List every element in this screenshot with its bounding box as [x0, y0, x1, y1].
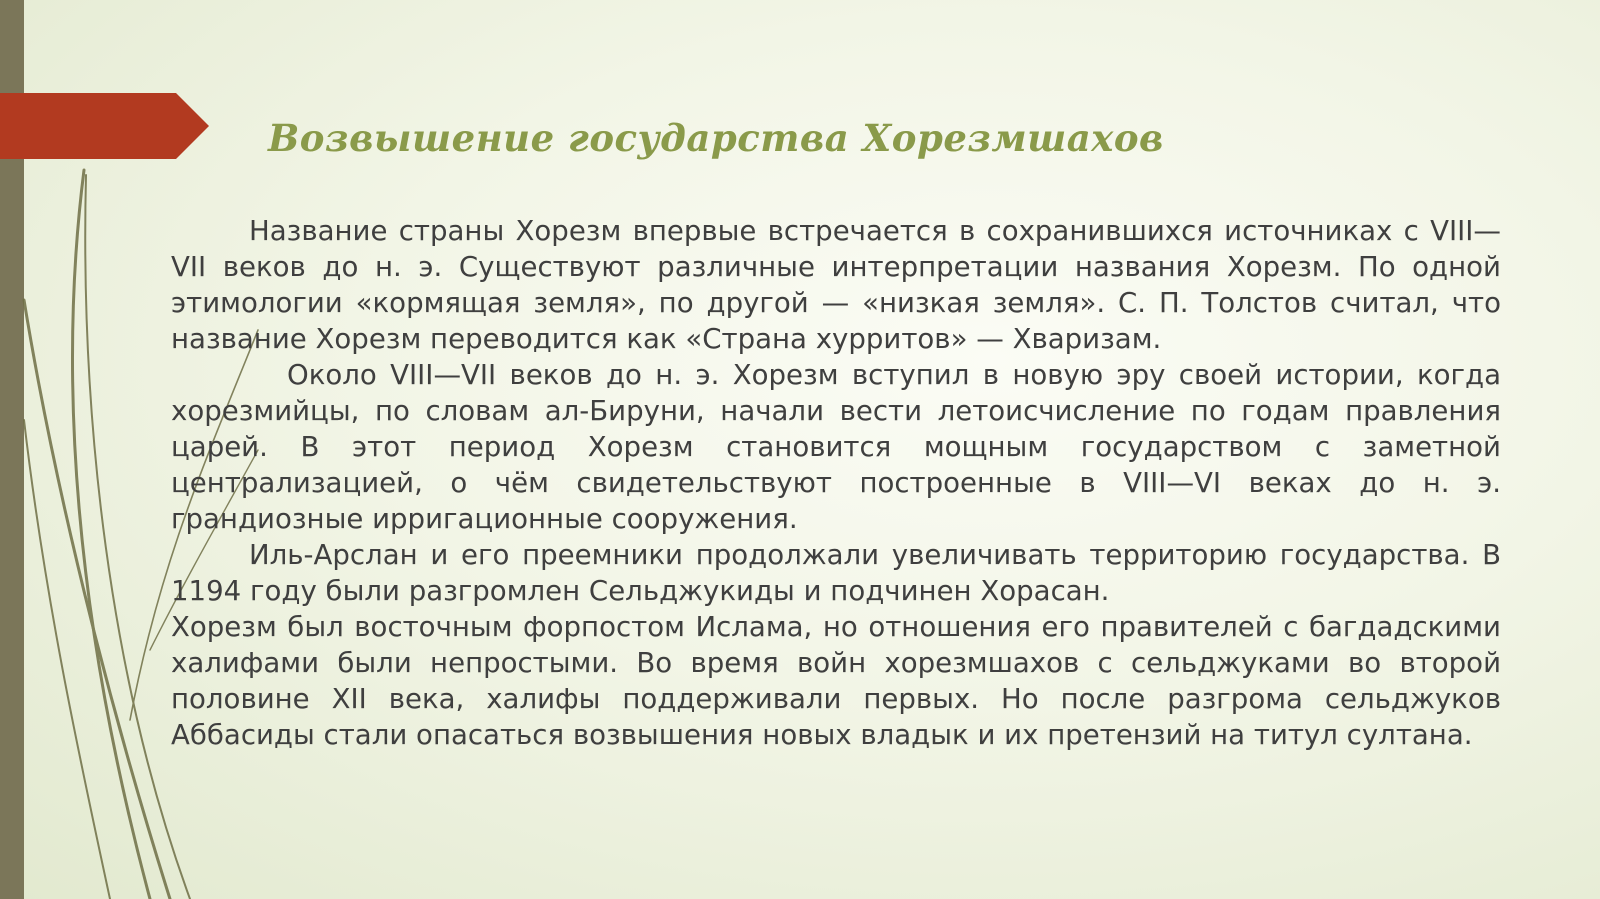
- paragraph-il-arslan: Иль-Арслан и его преемники продолжали увеличивать территорию государства. В 1194 году были разгромлен Сельджукиды и подчинен Хорасан.: [171, 538, 1501, 607]
- slide-body: [171, 213, 1501, 753]
- paragraph-etymology: Название страны Хорезм впервые встречается в сохранившихся источниках с VIII—VII веков до н. э. Существуют различные интерпретации названия Хорезм. По одной этимологии «кормящая земля», по другой — «низкая земля». С. П. Толстов считал, что название Хорезм переводится как «Страна хурритов» — Хваризам.: [171, 214, 1501, 355]
- slide-title: Возвышение государства Хорезмшахов: [268, 116, 1164, 160]
- paragraph-caliphs: Хорезм был восточным форпостом Ислама, но отношения его правителей с багдадскими халифами были непростыми. Во время войн хорезмшахов с сельджуками во второй половине XII века, халифы поддерживали первых. Но после разгрома сельджуков Аббасиды стали опасаться возвышения новых владык и их претензий на титул султана.: [171, 610, 1501, 751]
- paragraph-new-era: Около VIII—VII веков до н. э. Хорезм вступил в новую эру своей истории, когда хорезмийцы, по словам ал-Бируни, начали вести летоисчисление по годам правления царей. В этот период Хорезм становится мощным государством с заметной централизацией, о чём свидетельствуют построенные в VIII—VI веках до н. э. грандиозные ирригационные сооружения.: [171, 358, 1501, 535]
- title-banner-arrow: [0, 93, 209, 159]
